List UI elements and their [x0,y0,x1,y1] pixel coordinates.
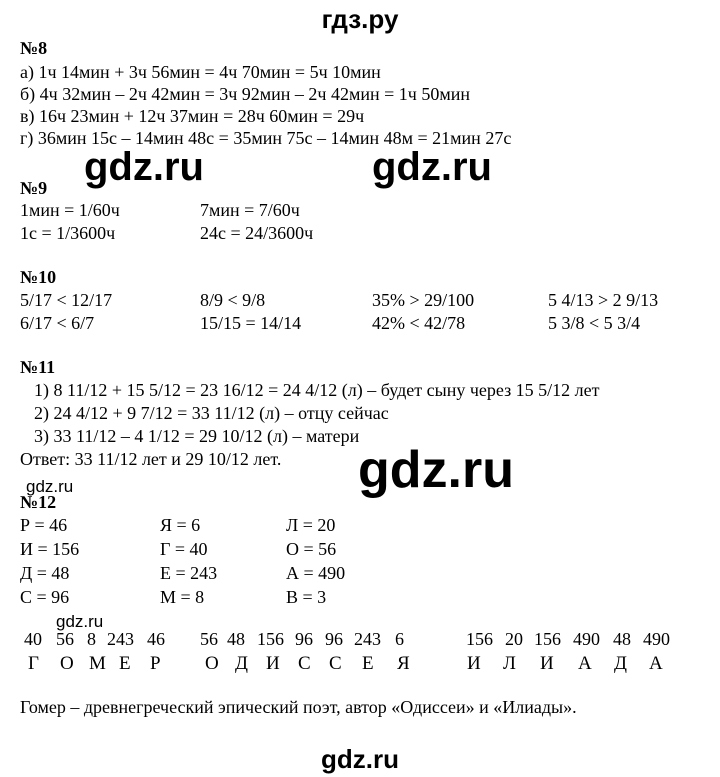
section-9-cell: 1мин = 1/60ч [20,200,120,220]
letter-value: Е = 243 [160,563,218,583]
code-number: 243 [107,629,134,649]
site-header: гдз.ру [321,4,399,34]
code-letter: Г [28,653,39,674]
code-number: 20 [505,629,523,649]
section-11-line-2: 2) 24 4/12 + 9 7/12 = 33 11/12 (л) – отцу сейчас [34,403,389,423]
section-11-answer: Ответ: 33 11/12 лет и 29 10/12 лет. [20,449,282,469]
code-number: 96 [295,629,313,649]
code-letter: Д [235,653,248,674]
code-number: 56 [56,629,74,649]
section-10-cell: 42% < 42/78 [372,313,466,333]
code-letter: Е [362,653,374,674]
code-letter: Я [397,653,410,674]
code-number: 156 [257,629,284,649]
section-9-cell: 1с = 1/3600ч [20,223,116,243]
section-10-cell: 5/17 < 12/17 [20,290,113,310]
code-letter: А [578,653,592,674]
section-11-line-1: 1) 8 11/12 + 15 5/12 = 23 16/12 = 24 4/12 (л) – будет сыну через 15 5/12 лет [34,380,600,400]
section-10-cell: 5 3/8 < 5 3/4 [548,313,641,333]
section-8-line-c: в) 16ч 23мин + 12ч 37мин = 28ч 60мин = 29ч [20,106,365,126]
letter-value: Г = 40 [160,539,208,559]
letter-value: Р = 46 [20,515,68,535]
letter-value: Д = 48 [20,563,70,583]
section-10-cell: 8/9 < 9/8 [200,290,266,310]
letter-value: А = 490 [286,563,346,583]
section-8-line-b: б) 4ч 32мин – 2ч 42мин = 3ч 92мин – 2ч 42мин = 1ч 50мин [20,84,470,104]
code-letter: О [205,653,219,674]
code-letter: С [329,653,342,674]
code-number: 156 [466,629,493,649]
section-8-line-a: а) 1ч 14мин + 3ч 56мин = 4ч 70мин = 5ч 10мин [20,62,381,82]
code-letter: Р [150,653,161,674]
section-8-title: №8 [20,38,48,58]
code-letter: О [60,653,74,674]
code-number: 48 [227,629,245,649]
section-11-title: №11 [20,357,56,377]
section-12-conclusion: Гомер – древнегреческий эпический поэт, автор «Одиссеи» и «Илиады». [20,697,577,717]
section-10-cell: 5 4/13 > 2 9/13 [548,290,659,310]
code-letter: Д [614,653,627,674]
site-footer: gdz.ru [321,744,399,774]
watermark-huge: gdz.ru [358,441,514,499]
code-letter: С [298,653,311,674]
watermark-big-1: gdz.ru [84,145,204,189]
letter-value: В = 3 [286,587,327,607]
code-number: 490 [573,629,600,649]
section-10-cell: 35% > 29/100 [372,290,475,310]
section-8-line-d: г) 36мин 15с – 14мин 48с = 35мин 75с – 14мин 48м = 21мин 27с [20,128,512,148]
watermark-small-1: gdz.ru [26,477,74,496]
letter-value: С = 96 [20,587,70,607]
letter-value: Л = 20 [286,515,336,535]
code-number: 243 [354,629,381,649]
section-9-cell: 7мин = 7/60ч [200,200,300,220]
letter-value: О = 56 [286,539,337,559]
watermark-small-2: gdz.ru [56,612,104,631]
code-letter: М [89,653,106,674]
section-10-cell: 6/17 < 6/7 [20,313,95,333]
section-10-title: №10 [20,267,57,287]
code-letter: И [467,653,481,674]
watermark-big-2: gdz.ru [372,145,492,189]
code-number: 48 [613,629,631,649]
code-number: 40 [24,629,42,649]
code-number: 96 [325,629,343,649]
letter-value: Я = 6 [160,515,201,535]
code-number: 156 [534,629,561,649]
code-number: 6 [395,629,404,649]
code-letter: А [649,653,663,674]
section-9-title: №9 [20,178,48,198]
section-11-line-3: 3) 33 11/12 – 4 1/12 = 29 10/12 (л) – матери [34,426,360,446]
code-number: 490 [643,629,670,649]
letter-value: М = 8 [160,587,205,607]
section-12-title: №12 [20,492,57,512]
code-letter: И [266,653,280,674]
section-9-cell: 24с = 24/3600ч [200,223,314,243]
code-letter: Л [503,653,516,674]
code-letter: Е [119,653,131,674]
code-number: 46 [147,629,165,649]
code-number: 56 [200,629,218,649]
section-10-cell: 15/15 = 14/14 [200,313,302,333]
code-letter: И [540,653,554,674]
code-number: 8 [87,629,96,649]
letter-value: И = 156 [20,539,80,559]
